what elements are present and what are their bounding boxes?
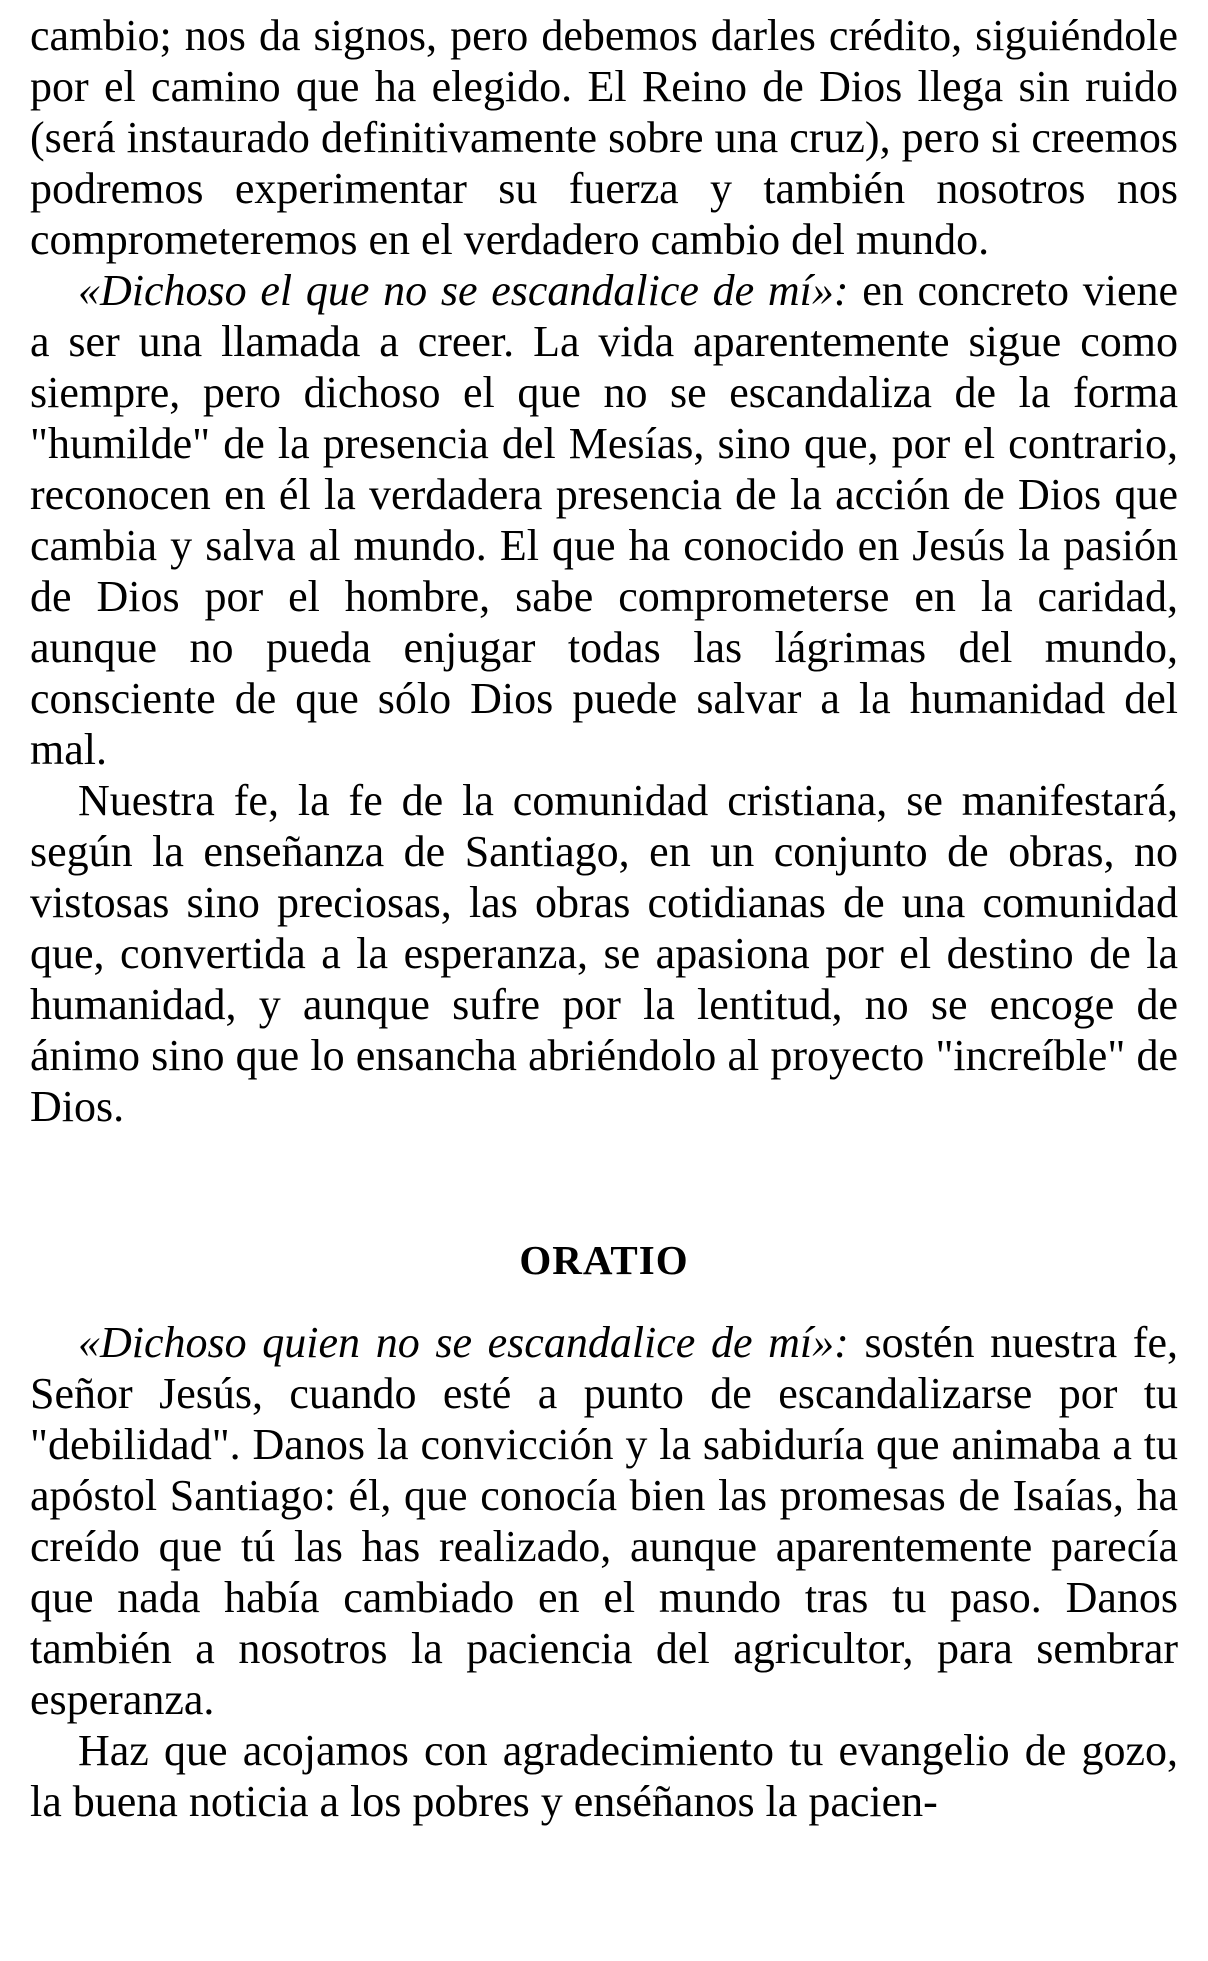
- heading-spacer: [30, 1286, 1178, 1317]
- paragraph-oratio-prayer: [30, 1317, 1178, 1725]
- section-spacer: [30, 1132, 1178, 1235]
- paragraph-dichoso-text: en concreto viene a ser una llamada a creer. La vida aparentemente sigue como siempre, pero dichoso el que no se escandaliza de la forma "humilde" de la presencia del Mesías, sino que, por el contrario, reconocen en él la verdadera presencia de la acción de Dios que cambia y salva al mundo. El que ha conocido en Jesús la pasión de Dios por el hombre, sabe comprometerse en la caridad, aunque no pueda enjugar todas las lágrimas del mundo, consciente de que sólo Dios puede salvar a la humanidad del mal.: [30, 266, 1178, 774]
- section-heading-oratio: ORATIO: [519, 1237, 689, 1283]
- quote-oratio: «Dichoso quien no se escandalice de mí»:: [78, 1318, 849, 1367]
- paragraph-haz-que: Haz que acojamos con agradecimiento tu evangelio de gozo, la buena noticia a los pobres y enséñanos la pacien-: [30, 1726, 1178, 1826]
- paragraph-oratio-text: sostén nuestra fe, Señor Jesús, cuando esté a punto de escandalizarse por tu "debilidad". Danos la convicción y la sabiduría que animaba a tu apóstol Santiago: él, que conocía bien las promesas de Isaías, ha creído que tú las has realizado, aunque aparentemente parecía que nada había cambiado en el mundo tras tu paso. Danos también a nosotros la paciencia del agricultor, para sembrar esperanza.: [30, 1318, 1178, 1724]
- paragraph-nuestra-fe: Nuestra fe, la fe de la comunidad cristiana, se manifestará, según la enseñanza de Santiago, en un conjunto de obras, no vistosas sino preciosas, las obras cotidianas de una comunidad que, convertida a la esperanza, se apasiona por el destino de la humanidad, y aunque sufre por la lentitud, no se encoge de ánimo sino que lo ensancha abriéndolo al proyecto "increíble" de Dios.: [30, 776, 1178, 1131]
- book-page: [30, 10, 1178, 1827]
- paragraph-continuation: cambio; nos da signos, pero debemos darles crédito, siguiéndole por el camino que ha elegido. El Reino de Dios llega sin ruido (será instaurado definitivamente sobre una cruz), pero si creemos podremos experimentar su fuerza y también nosotros nos comprometeremos en el verdadero cambio del mundo.: [30, 11, 1178, 264]
- quote-dichoso: «Dichoso el que no se escandalice de mí»:: [78, 266, 849, 315]
- paragraph-dichoso: [30, 265, 1178, 775]
